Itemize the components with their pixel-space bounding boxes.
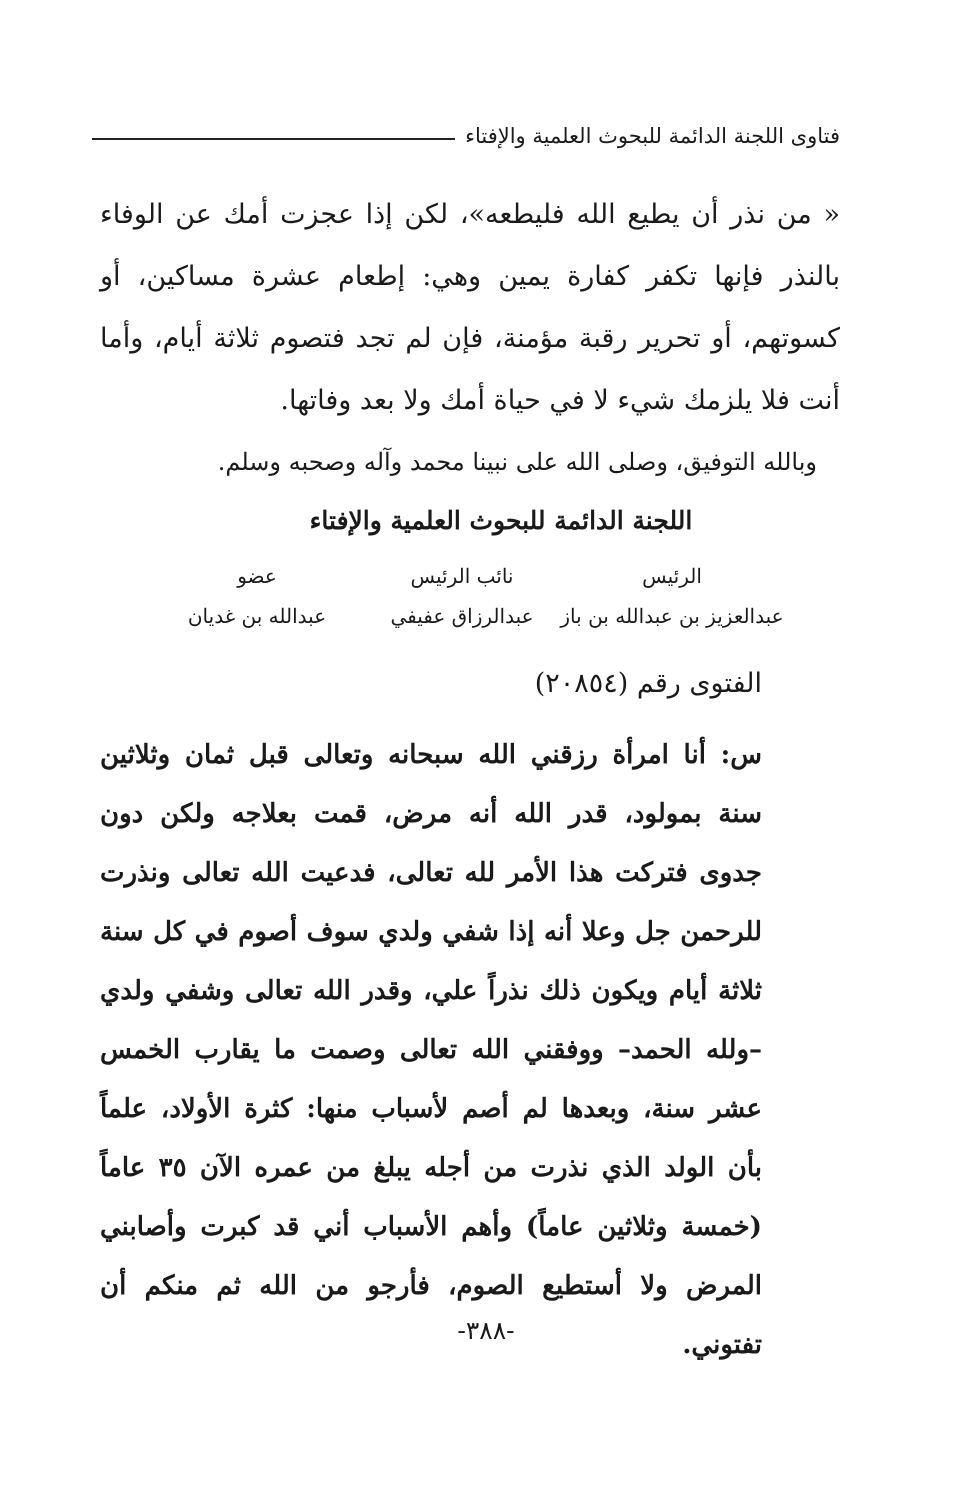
fatwa-answer-paragraph: « من نذر أن يطيع الله فليطعه»، لكن إذا عجزت أمك عن الوفاء بالنذر فإنها تكفر كفارة يمين وهي: إطعام عشرة مساكين، أو كسوتهم، أو تحرير رقبة مؤمنة، فإن لم تجد فتصوم ثلاثة أيام، وأما أنت فلا يلزمك شيء لا في حياة أمك ولا بعد وفاتها.: [100, 199, 840, 416]
header-rule: [92, 138, 455, 140]
running-header: [92, 124, 840, 148]
header-title: فتاوى اللجنة الدائمة للبحوث العلمية والإفتاء: [465, 124, 840, 148]
signature-name: عبدالرزاق عفيفي: [390, 604, 534, 628]
signature-president: [552, 556, 792, 636]
fatwa-number: الفتوى رقم (٢٠٨٥٤): [534, 668, 762, 699]
closing-paragraph: وبالله التوفيق، وصلى الله على نبينا محمد وآله وصحبه وسلم.: [217, 448, 817, 476]
signature-name: عبدالعزيز بن عبدالله بن باز: [560, 604, 784, 628]
signature-name: عبدالله بن غديان: [187, 604, 327, 628]
signature-role: نائب الرئيس: [410, 564, 514, 588]
signature-member: [127, 556, 387, 636]
page-number: -٣٨٨-: [457, 1316, 515, 1345]
committee-name: اللجنة الدائمة للبحوث العلمية والإفتاء: [309, 506, 693, 535]
signature-role: عضو: [237, 564, 277, 588]
signature-vice-president: [362, 556, 562, 636]
fatwa-question: س: أنا امرأة رزقني الله سبحانه وتعالى قبل ثمان وثلاثين سنة بمولود، قدر الله أنه مرض، قمت بعلاجه ولكن دون جدوى فتركت هذا الأمر لله تعالى، فدعيت الله تعالى ونذرت للرحمن جل وعلا أنه إذا شفي ولدي سوف أصوم في كل سنة ثلاثة أيام ويكون ذلك نذراً علي، وقدر الله تعالى وشفي ولدي –ولله الحمد– ووفقني الله تعالى وصمت ما يقارب الخمس عشر سنة، وبعدها لم أصم لأسباب منها: كثرة الأولاد، علماً بأن الولد الذي نذرت من أجله يبلغ من عمره الآن ٣٥ عاماً (خمسة وثلاثين عاماً) وأهم الأسباب أني قد كبرت وأصابني المرض ولا أستطيع الصوم، فأرجو من الله ثم منكم أن تفتوني.: [100, 740, 762, 1360]
signature-role: الرئيس: [642, 564, 702, 588]
